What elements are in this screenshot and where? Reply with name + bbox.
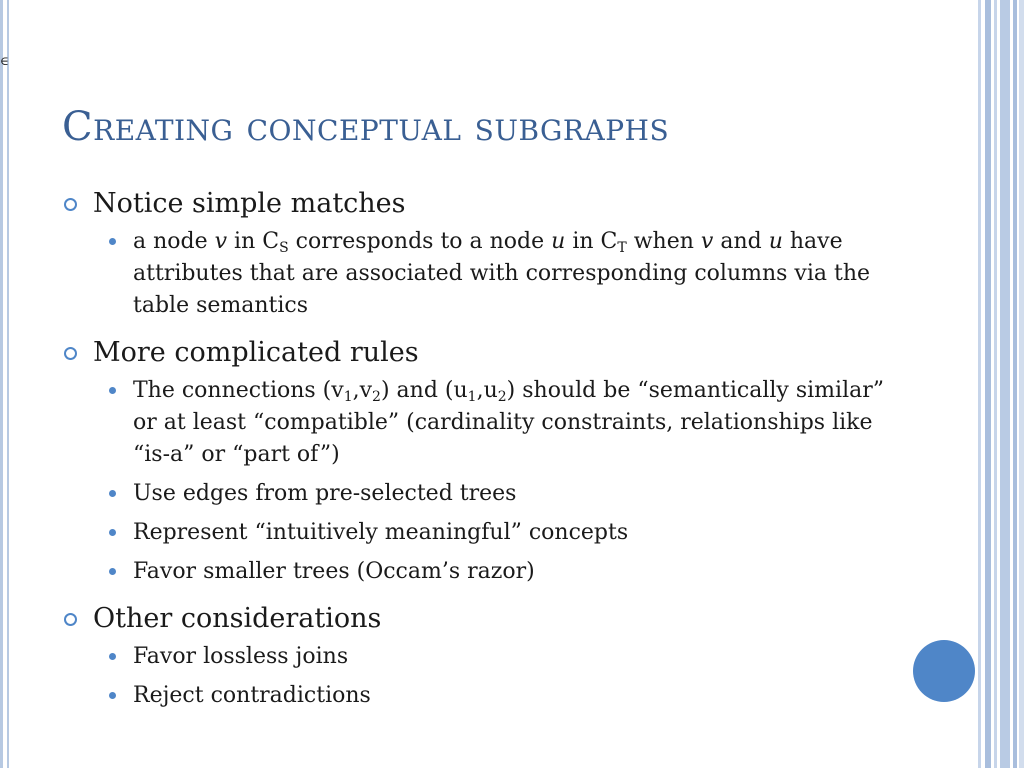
var-v: v [700, 229, 714, 254]
bullet-level1 [62, 186, 892, 222]
text-run: in C [565, 229, 618, 254]
dot-bullet-icon [109, 387, 116, 394]
text-run: and [713, 229, 769, 254]
text-run: corresponds to a node [288, 229, 552, 254]
subscript: S [279, 240, 289, 256]
bullet-level2 [62, 375, 892, 471]
ring-bullet-icon [64, 613, 77, 626]
subscript: 1 [467, 389, 477, 405]
bullet-text: Other considerations [93, 603, 382, 634]
bullet-text: Reject contradictions [133, 683, 371, 708]
dot-bullet-icon [109, 653, 116, 660]
bullet-text: Favor lossless joins [133, 644, 349, 669]
subscript: T [617, 240, 627, 256]
right-decorative-stripe [985, 0, 991, 768]
text-run: in C [227, 229, 280, 254]
subscript: 2 [497, 389, 507, 405]
right-decorative-stripe [994, 0, 997, 768]
bullet-level1 [62, 601, 892, 637]
bullet-text: Notice simple matches [93, 188, 406, 219]
var-u: u [551, 229, 566, 254]
right-decorative-stripe [1000, 0, 1010, 768]
text-run: a node [133, 229, 215, 254]
bullet-text: Favor smaller trees (Occam’s razor) [133, 559, 535, 584]
right-decorative-stripe [1019, 0, 1024, 768]
ring-bullet-icon [64, 198, 77, 211]
bullet-level2 [62, 478, 892, 510]
text-run: ,v [352, 378, 373, 403]
bullet-level2 [62, 641, 892, 673]
bullet-level2 [62, 556, 892, 588]
text-run: when [626, 229, 701, 254]
bullet-text: More complicated rules [93, 337, 419, 368]
text-run: ,u [476, 378, 498, 403]
right-decorative-stripe [1013, 0, 1017, 768]
bullet-text: Represent “intuitively meaningful” concepts [133, 520, 629, 545]
subscript: 1 [343, 389, 353, 405]
text-run: have attributes that are associated with corresponding columns via the table semantics [133, 229, 871, 318]
text-run: ) and (u [380, 378, 468, 403]
ring-bullet-icon [64, 347, 77, 360]
subscript: 2 [372, 389, 381, 405]
slide-title: Creating conceptual subgraphs [62, 104, 670, 150]
decorative-circle [913, 640, 975, 702]
text-run: The connections (v [133, 378, 344, 403]
bullet-level2 [62, 680, 892, 712]
dot-bullet-icon [109, 490, 116, 497]
text-run: ) should be “semantically similar” or at least “compatible” (cardinality constraints, relationships like “is-a” or “part of”) [133, 378, 884, 467]
dot-bullet-icon [109, 238, 116, 245]
slide-body [62, 186, 892, 719]
dot-bullet-icon [109, 692, 116, 699]
bullet-level2 [62, 517, 892, 549]
corner-symbol: ∈ [0, 54, 9, 68]
dot-bullet-icon [109, 568, 116, 575]
right-decorative-stripe [978, 0, 981, 768]
var-v: v [214, 229, 228, 254]
bullet-level1 [62, 335, 892, 371]
bullet-level2 [62, 226, 892, 322]
bullet-text: Use edges from pre-selected trees [133, 481, 517, 506]
var-u: u [768, 229, 783, 254]
left-decorative-stripe-inner [7, 0, 9, 768]
dot-bullet-icon [109, 529, 116, 536]
left-decorative-stripe [0, 0, 3, 768]
